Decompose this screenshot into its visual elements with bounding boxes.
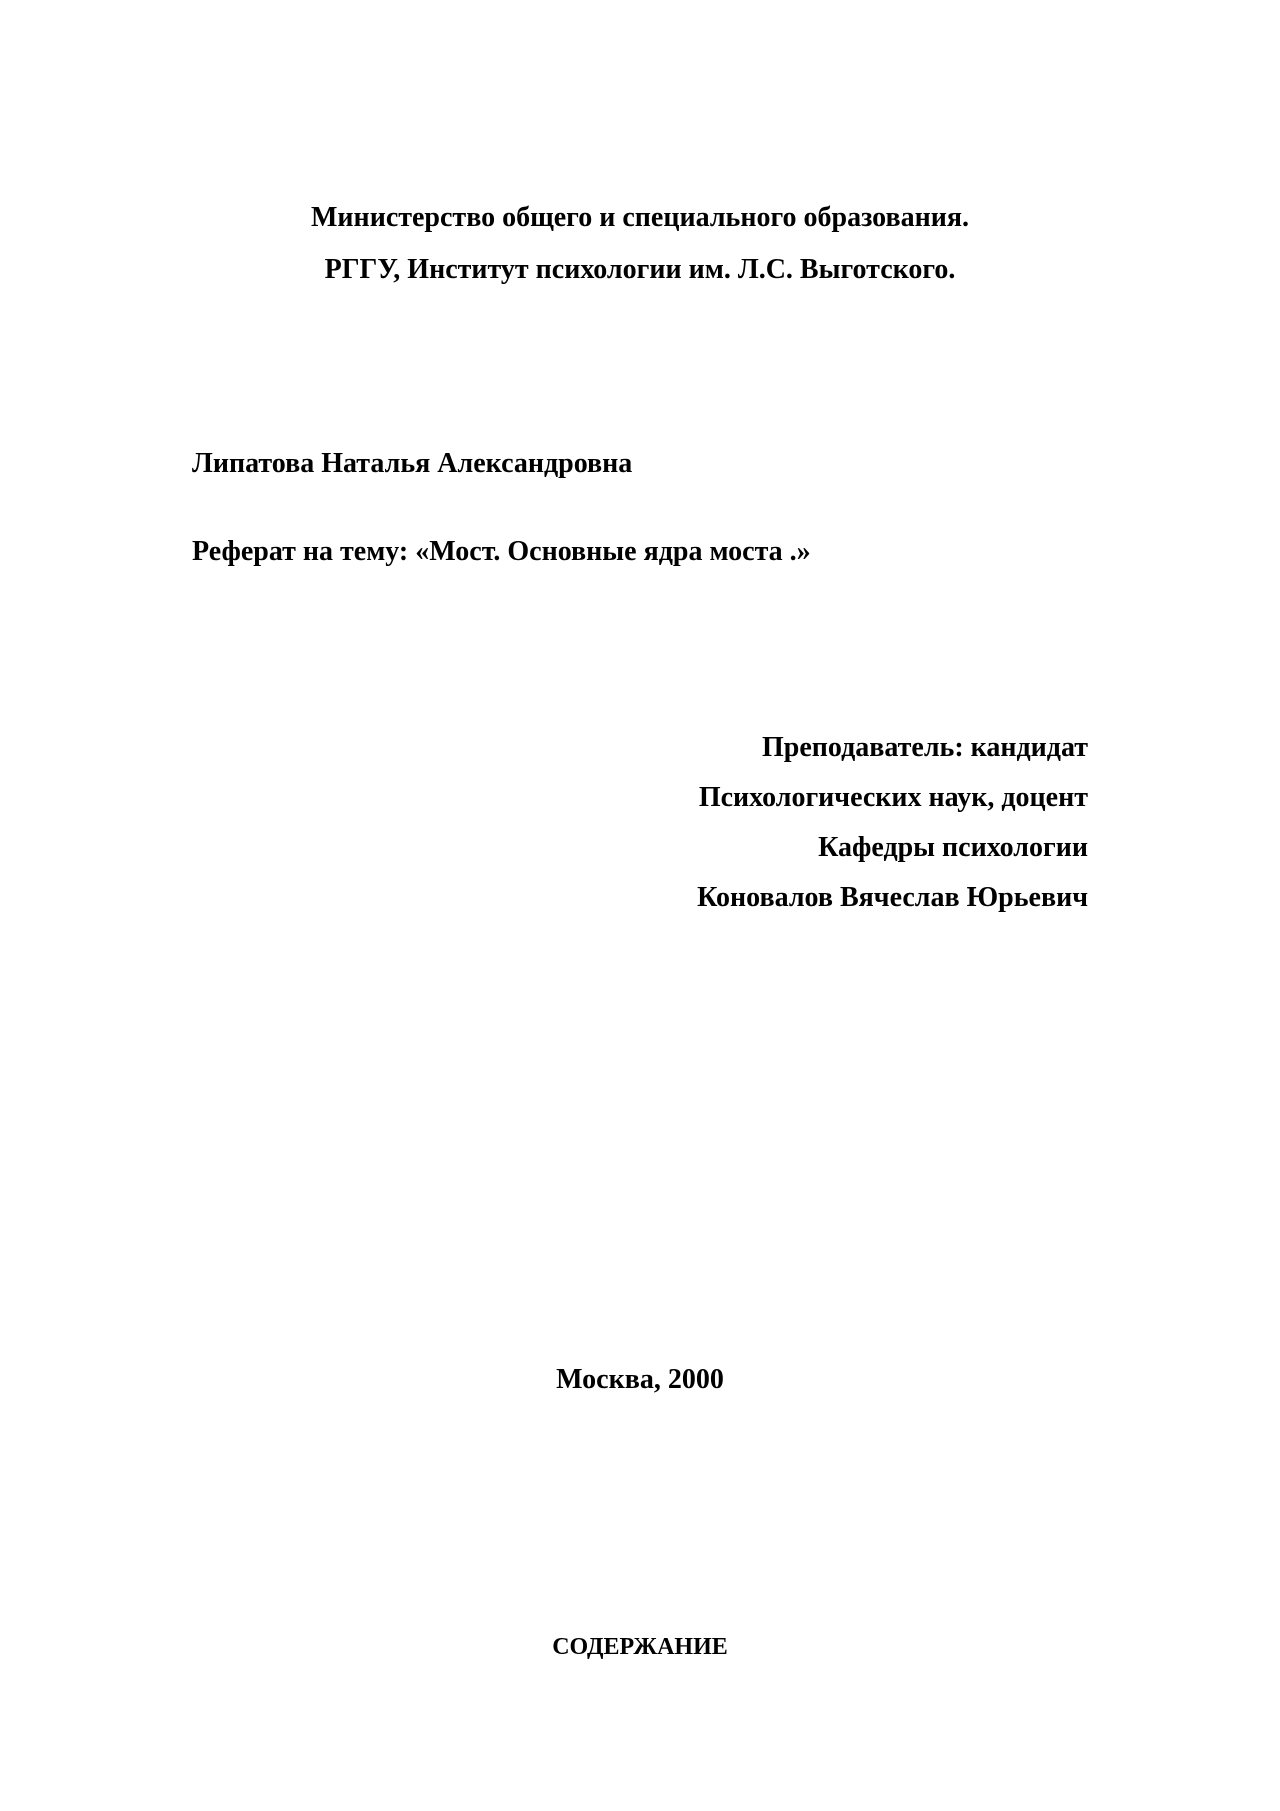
essay-topic: Реферат на тему: «Мост. Основные ядра моста .» xyxy=(192,536,811,567)
teacher-line-3: Кафедры психологии xyxy=(818,832,1088,863)
teacher-line-2: Психологических наук, доцент xyxy=(698,782,1088,813)
teacher-line-4: Коновалов Вячеслав Юрьевич xyxy=(697,882,1088,913)
institute-heading: РГГУ, Институт психологии им. Л.С. Выготского. xyxy=(324,254,956,285)
teacher-line-1: Преподаватель: кандидат xyxy=(761,732,1088,763)
contents-heading: СОДЕРЖАНИЕ xyxy=(552,1634,728,1660)
place-and-year: Москва, 2000 xyxy=(556,1364,724,1395)
ministry-heading: Министерство общего и специального образования. xyxy=(311,202,969,233)
author-name: Липатова Наталья Александровна xyxy=(192,448,633,479)
